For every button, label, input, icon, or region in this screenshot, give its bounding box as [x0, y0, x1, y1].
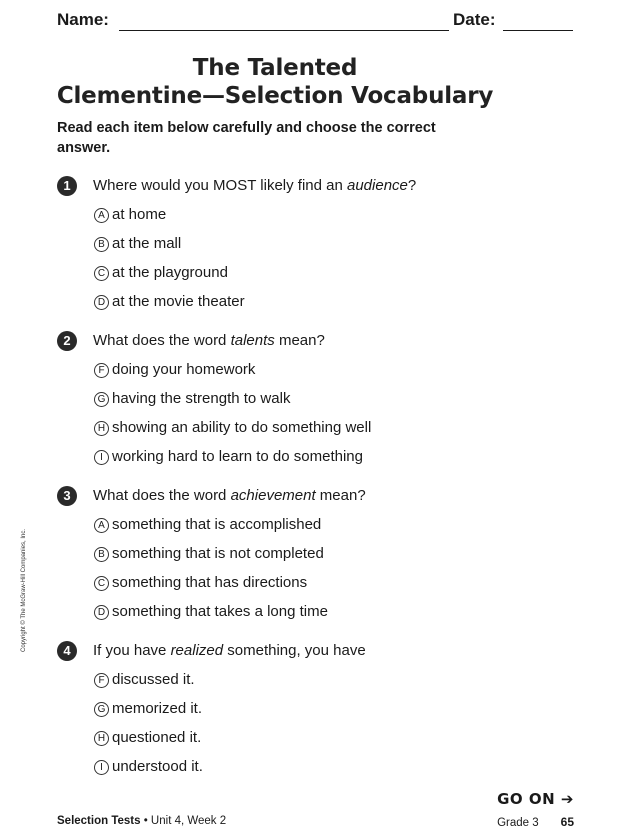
answer-option[interactable]: [94, 729, 201, 747]
question-text: What does the word talents mean?: [93, 332, 325, 349]
vocab-word: achievement: [230, 487, 316, 504]
answer-bubble[interactable]: H: [94, 731, 109, 746]
option-text: something that takes a long time: [112, 603, 328, 620]
instructions: Read each item below carefully and choose the correct answer.: [57, 120, 436, 156]
answer-option[interactable]: [94, 545, 324, 563]
answer-option[interactable]: [94, 361, 255, 379]
answer-option[interactable]: [94, 206, 166, 224]
page-number: 65: [560, 815, 574, 829]
grade-label: Grade 3: [497, 817, 539, 829]
option-text: at the playground: [112, 264, 228, 281]
question-text: If you have realized something, you have: [93, 642, 366, 659]
answer-option[interactable]: [94, 293, 245, 311]
option-text: showing an ability to do something well: [112, 419, 372, 436]
title-line-2: Clementine—Selection Vocabulary: [56, 83, 494, 109]
answer-bubble[interactable]: G: [94, 392, 109, 407]
option-text: at the mall: [112, 235, 182, 252]
answer-bubble[interactable]: A: [94, 518, 109, 533]
option-text: doing your homework: [112, 361, 256, 378]
option-text: understood it.: [112, 758, 203, 775]
option-text: working hard to learn to do something: [112, 448, 363, 465]
answer-bubble[interactable]: I: [94, 450, 109, 465]
answer-option[interactable]: [94, 235, 181, 253]
question-number: 2: [57, 331, 77, 351]
title-line-1: The Talented: [192, 55, 358, 81]
name-line: [119, 30, 449, 31]
answer-option[interactable]: [94, 419, 371, 437]
answer-bubble[interactable]: I: [94, 760, 109, 775]
answer-option[interactable]: [94, 758, 203, 776]
question-number: 4: [57, 641, 77, 661]
answer-bubble[interactable]: G: [94, 702, 109, 717]
answer-bubble[interactable]: F: [94, 673, 109, 688]
option-text: at home: [112, 206, 167, 223]
option-text: questioned it.: [112, 729, 202, 746]
vocab-word: realized: [170, 642, 224, 659]
vocab-word: talents: [230, 332, 275, 349]
option-text: discussed it.: [112, 671, 195, 688]
answer-option[interactable]: [94, 671, 195, 689]
option-text: memorized it.: [112, 700, 203, 717]
copyright-notice: [15, 520, 29, 660]
answer-option[interactable]: [94, 603, 328, 621]
option-text: something that has directions: [112, 574, 308, 591]
question-text: What does the word achievement mean?: [93, 487, 366, 504]
answer-bubble[interactable]: D: [94, 605, 109, 620]
date-label: Date:: [453, 10, 496, 29]
question-number: 1: [57, 176, 77, 196]
go-on-label: GO ON ➔: [497, 790, 574, 808]
series-name: Selection Tests: [57, 815, 141, 827]
answer-option[interactable]: [94, 390, 290, 408]
name-date-header: [57, 10, 573, 34]
answer-bubble[interactable]: B: [94, 547, 109, 562]
answer-option[interactable]: [94, 264, 228, 282]
question-number: 3: [57, 486, 77, 506]
answer-bubble[interactable]: H: [94, 421, 109, 436]
answer-bubble[interactable]: A: [94, 208, 109, 223]
option-text: something that is accomplished: [112, 516, 322, 533]
option-text: at the movie theater: [112, 293, 245, 310]
question-text: Where would you MOST likely find an audience?: [93, 177, 417, 194]
answer-option[interactable]: [94, 448, 363, 466]
unit-week: • Unit 4, Week 2: [140, 815, 227, 827]
answer-bubble[interactable]: C: [94, 576, 109, 591]
date-line: [503, 30, 573, 31]
answer-option[interactable]: [94, 516, 321, 534]
answer-bubble[interactable]: C: [94, 266, 109, 281]
answer-bubble[interactable]: F: [94, 363, 109, 378]
answer-bubble[interactable]: D: [94, 295, 109, 310]
option-text: something that is not completed: [112, 545, 324, 562]
answer-option[interactable]: [94, 574, 307, 592]
footer-grade-page: [497, 815, 574, 829]
vocab-word: audience: [347, 177, 408, 194]
footer-series: [57, 815, 226, 827]
copyright-text: Copyright © The McGraw-Hill Companies, Inc.: [21, 528, 27, 652]
answer-option[interactable]: [94, 700, 202, 718]
name-label: Name:: [57, 10, 109, 29]
option-text: having the strength to walk: [112, 390, 291, 407]
page-title: [40, 54, 510, 110]
answer-bubble[interactable]: B: [94, 237, 109, 252]
